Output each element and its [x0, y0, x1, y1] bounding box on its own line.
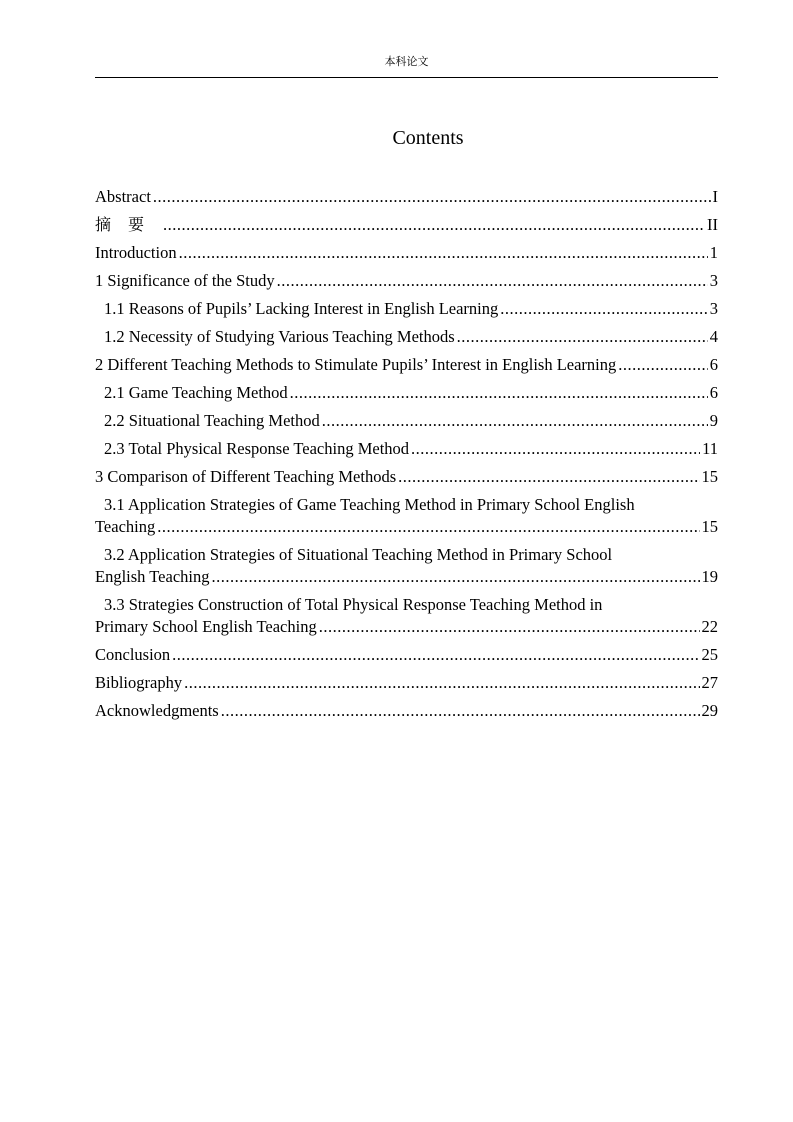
toc-entry-label: 1.1 Reasons of Pupils’ Lacking Interest in English Learning: [104, 299, 499, 318]
toc-entry-section-3-2[interactable]: [95, 543, 718, 593]
dot-leader: [322, 410, 708, 432]
toc-entry-section-1-2[interactable]: [95, 325, 718, 353]
toc-entry-label: 2 Different Teaching Methods to Stimulate Pupils’ Interest in English Learning: [95, 355, 617, 374]
toc-entry-label: 2.1 Game Teaching Method: [104, 383, 288, 402]
toc-entry-label: 2.2 Situational Teaching Method: [104, 411, 320, 430]
toc-page-number: 11: [702, 439, 718, 458]
toc-entry-section-2-2[interactable]: [95, 409, 718, 437]
dot-leader: [221, 700, 700, 722]
toc-entry-chapter-3[interactable]: [95, 465, 718, 493]
table-of-contents: [95, 185, 718, 727]
toc-page-number: 9: [709, 411, 718, 430]
dot-leader: [398, 466, 699, 488]
toc-page-number: 4: [709, 327, 718, 346]
toc-page-number: 15: [701, 517, 718, 536]
toc-entry-label: 1.2 Necessity of Studying Various Teaching Methods: [104, 327, 455, 346]
toc-page-number: 3: [709, 299, 718, 318]
toc-entry-label: Acknowledgments: [95, 701, 219, 720]
toc-entry-chapter-1[interactable]: [95, 269, 718, 297]
toc-entry-introduction[interactable]: [95, 241, 718, 269]
toc-entry-chapter-2[interactable]: [95, 353, 718, 381]
toc-entry-label-line2: Primary School English Teaching: [95, 617, 317, 636]
page-title: Contents: [392, 127, 464, 149]
dot-leader: [153, 186, 711, 208]
toc-entry-bibliography[interactable]: [95, 671, 718, 699]
dot-leader: [319, 616, 700, 637]
dot-leader: [618, 354, 708, 376]
toc-page-number: 3: [709, 271, 718, 290]
toc-entry-section-3-1[interactable]: [95, 493, 718, 543]
dot-leader: [211, 566, 699, 587]
toc-page-number: 19: [701, 567, 718, 586]
toc-page-number: 22: [701, 617, 718, 636]
dot-leader: [172, 644, 699, 666]
dot-leader: [411, 438, 700, 460]
toc-entry-label-line1: 3.3 Strategies Construction of Total Physical Response Teaching Method in: [104, 595, 603, 614]
toc-page-number: 29: [701, 701, 718, 720]
toc-entry-section-3-3[interactable]: [95, 593, 718, 643]
toc-entry-label: 摘要: [95, 215, 162, 234]
dot-leader: [163, 214, 705, 236]
toc-entry-label-line2: English Teaching: [95, 567, 210, 586]
dot-leader: [500, 298, 708, 320]
header-divider: [95, 77, 718, 78]
toc-page-number: 25: [701, 645, 718, 664]
dot-leader: [157, 516, 699, 537]
toc-entry-section-2-3[interactable]: [95, 437, 718, 465]
toc-entry-section-1-1[interactable]: [95, 297, 718, 325]
toc-entry-label-line1: 3.2 Application Strategies of Situational Teaching Method in Primary School: [104, 545, 613, 564]
toc-entry-chinese-abstract[interactable]: [95, 213, 718, 241]
toc-page-number: 27: [701, 673, 718, 692]
toc-entry-section-2-1[interactable]: [95, 381, 718, 409]
toc-page-number: 15: [701, 467, 718, 486]
dot-leader: [184, 672, 699, 694]
toc-page-number: 6: [709, 355, 718, 374]
dot-leader: [457, 326, 708, 348]
dot-leader: [179, 242, 708, 264]
dot-leader: [277, 270, 708, 292]
page-header: 本科论文: [384, 55, 429, 68]
toc-entry-label: Abstract: [95, 187, 151, 206]
toc-entry-label-line2: Teaching: [95, 517, 156, 536]
toc-entry-label: Bibliography: [95, 673, 183, 692]
toc-entry-label: 2.3 Total Physical Response Teaching Method: [104, 439, 410, 458]
dot-leader: [290, 382, 708, 404]
toc-entry-label: 3 Comparison of Different Teaching Methods: [95, 467, 397, 486]
toc-page-number: II: [707, 215, 718, 234]
toc-page-number: 6: [709, 383, 718, 402]
toc-entry-abstract[interactable]: [95, 185, 718, 213]
toc-entry-acknowledgments[interactable]: [95, 699, 718, 727]
toc-entry-label-line1: 3.1 Application Strategies of Game Teaching Method in Primary School English: [104, 495, 635, 514]
toc-entry-label: 1 Significance of the Study: [95, 271, 275, 290]
toc-entry-label: Conclusion: [95, 645, 171, 664]
toc-page-number: 1: [709, 243, 718, 262]
toc-entry-label: Introduction: [95, 243, 177, 262]
toc-page-number: I: [712, 187, 718, 206]
toc-entry-conclusion[interactable]: [95, 643, 718, 671]
